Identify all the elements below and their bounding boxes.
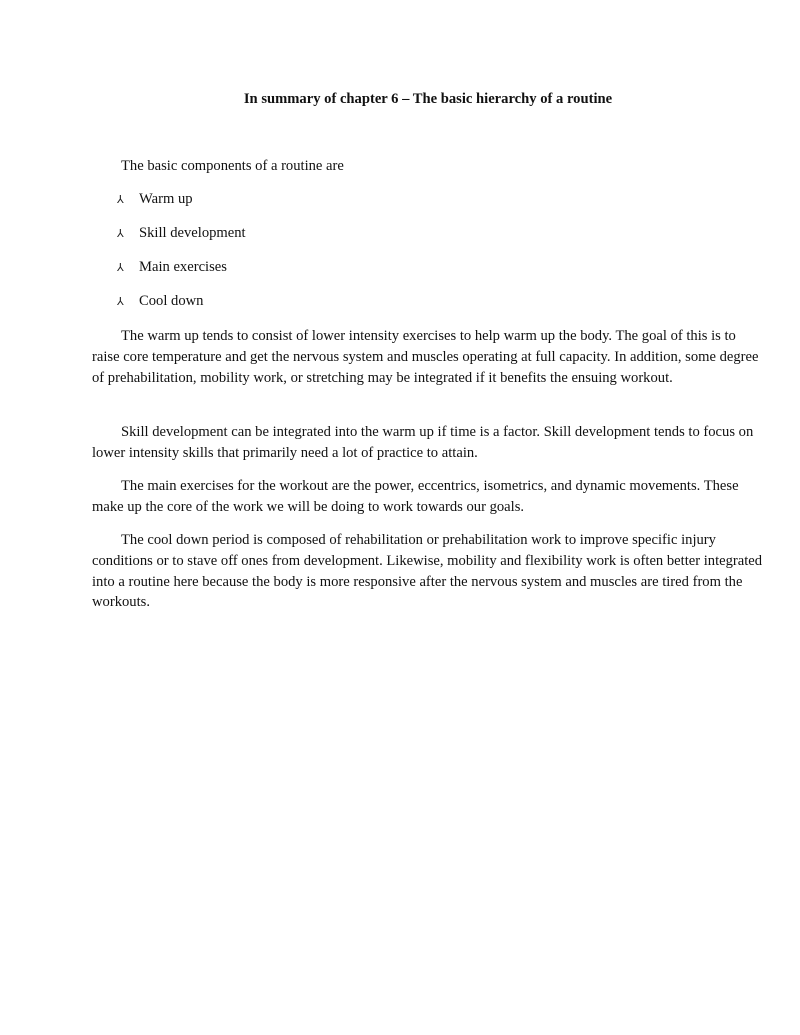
intro-text: The basic components of a routine are	[121, 158, 344, 174]
components-list	[117, 191, 246, 327]
list-item-label: Cool down	[139, 293, 204, 309]
list-item-label: Main exercises	[139, 259, 227, 275]
arrow-bullet-icon: ⅄	[117, 296, 124, 308]
paragraph-main-exercises: The main exercises for the workout are the power, eccentrics, isometrics, and dynamic movements. These make up the core of the work we will be doing to work towards our goals.	[92, 478, 739, 515]
paragraph-skill-development: Skill development can be integrated into the warm up if time is a factor. Skill development tends to focus on lower intensity skills that primarily need a lot of practice to attain.	[92, 424, 754, 461]
list-item-label: Skill development	[139, 225, 246, 241]
paragraph-warm-up: The warm up tends to consist of lower intensity exercises to help warm up the body. The goal of this is to raise core temperature and get the nervous system and muscles operating at full capacity. In addition, some degree of prehabilitation, mobility work, or stretching may be integrated if it benefits the ensuing workout.	[92, 328, 759, 386]
arrow-bullet-icon: ⅄	[117, 194, 124, 206]
list-item	[117, 293, 246, 327]
paragraph-cool-down: The cool down period is composed of rehabilitation or prehabilitation work to improve specific injury conditions or to stave off ones from development. Likewise, mobility and flexibility work is often better integrated into a routine here because the body is more responsive after the nervous system and muscles are tired from the workouts.	[92, 532, 763, 611]
list-item	[117, 225, 246, 259]
list-item	[117, 259, 246, 293]
list-item	[117, 191, 246, 225]
arrow-bullet-icon: ⅄	[117, 228, 124, 240]
arrow-bullet-icon: ⅄	[117, 262, 124, 274]
list-item-label: Warm up	[139, 191, 193, 207]
page-title: In summary of chapter 6 – The basic hierarchy of a routine	[243, 91, 613, 107]
